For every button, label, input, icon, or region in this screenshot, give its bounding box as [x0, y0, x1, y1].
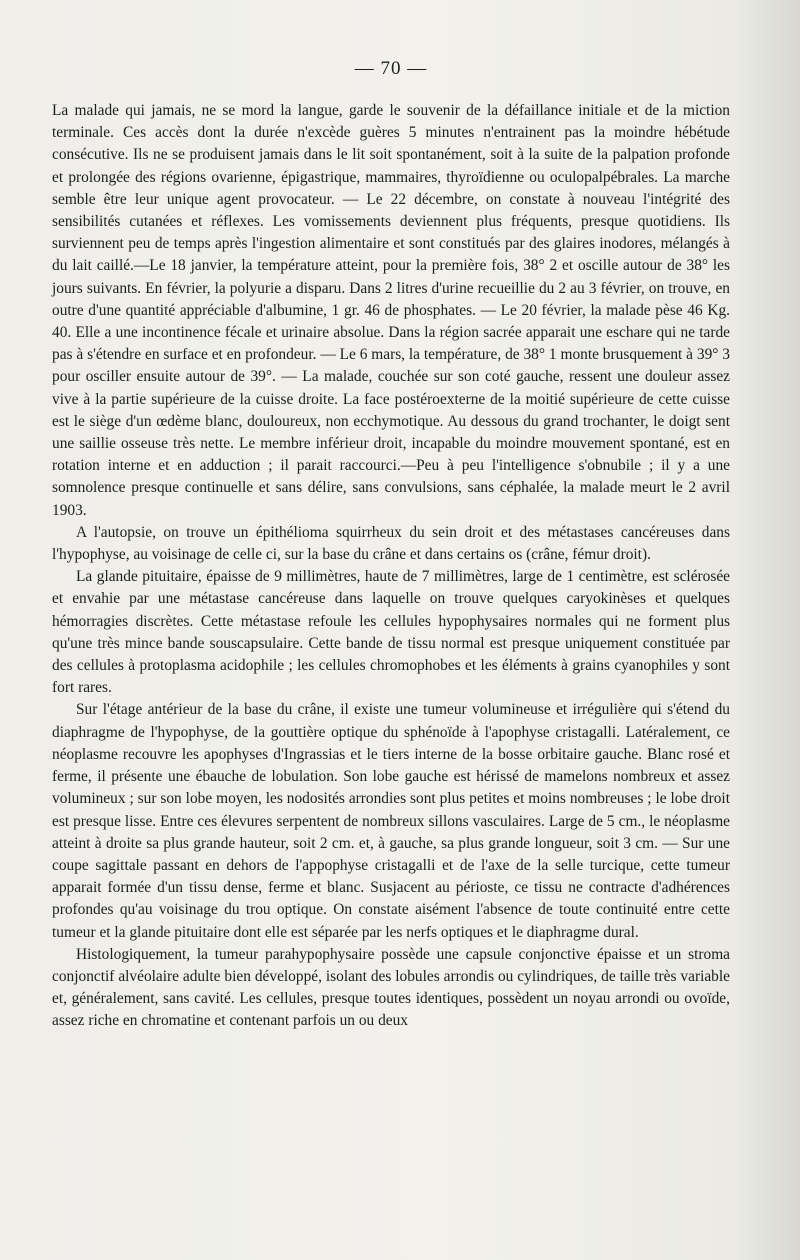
paragraph-skull-base-tumor: Sur l'étage antérieur de la base du crâne, il existe une tumeur volumineuse et irrégulière qui s'étend du diaphragme de l'hypophyse, de la gouttière optique du sphénoïde à l'apophyse cristagalli. Latéralement, ce néoplasme recouvre les apophyses d'Ingrassias et le tiers interne de la bosse orbitaire gauche. Blanc rosé et ferme, il présente une ébauche de lobulation. Son lobe gauche est hérissé de mamelons nombreux et assez volumineux ; sur son lobe moyen, les nodosités arrondies sont plus petites et moins nombreuses ; le lobe droit est presque lisse. Entre ces élevures serpentent de nombreux sillons vasculaires. Large de 5 cm., le néoplasme atteint à droite sa plus grande hauteur, soit 2 cm. et, à gauche, sa plus grande longueur, soit 3 cm. — Sur une coupe sagittale passant en dehors de l'appophyse cristagalli et de l'axe de la selle turcique, cette tumeur apparait formée d'un tissu dense, ferme et blanc. Susjacent au périoste, ce tissu ne contracte d'adhérences profondes qu'au voisinage du trou optique. On constate aisément l'absence de toute continuité entre cette tumeur et la glande pituitaire dont elle est séparée par les nerfs optiques et le diaphragme dural.: [52, 701, 730, 941]
paragraph-clinical-history: La malade qui jamais, ne se mord la langue, garde le souvenir de la défaillance initiale et de la miction terminale. Ces accès dont la durée n'excède guères 5 minutes n'entrainent pas la moindre hébétude consécutive. Ils ne se produisent jamais dans le lit soit spontanément, soit à la suite de la palpation profonde et prolongée des régions ovarienne, épigastrique, mammaires, thyroïdienne ou oculopalpébrales. La marche semble être leur unique agent provocateur. — Le 22 décembre, on constate à nouveau l'intégrité des sensibilités cutanées et réflexes. Les vomissements deviennent plus fréquents, presque quotidiens. Ils surviennent peu de temps après l'ingestion alimentaire et sont constitués par des glaires inodores, mélangés à du lait caillé.—Le 18 janvier, la température atteint, pour la première fois, 38° 2 et oscille autour de 38° les jours suivants. En février, la polyurie a disparu. Dans 2 litres d'urine recueillie du 2 au 3 février, on trouve, en outre d'une quantité appréciable d'albumine, 1 gr. 46 de phosphates. — Le 20 février, la malade pèse 46 Kg. 40. Elle a une incontinence fécale et urinaire absolue. Dans la région sacrée apparait une eschare qui ne tarde pas à s'étendre en surface et en profondeur. — Le 6 mars, la température, de 38° 1 monte brusquement à 39° 3 pour osciller ensuite autour de 39°. — La malade, couchée sur son coté gauche, ressent une douleur assez vive à la partie supérieure de la cuisse droite. La face postéroexterne de la moitié supérieure de cette cuisse est le siège d'un œdème blanc, douloureux, non ecchymotique. Au dessous du grand trochanter, le doigt sent une saillie osseuse très nette. Le membre inférieur droit, incapable du moindre mouvement spontané, est en rotation interne et en adduction ; il parait raccourci.—Peu à peu l'intelligence s'obnubile ; il y a une somnolence presque continuelle et sans délire, sans convulsions, sans céphalée, la malade meurt le 2 avril 1903.: [52, 102, 730, 519]
paragraph-histology: Histologiquement, la tumeur parahypophysaire possède une capsule conjonctive épaisse et un stroma conjonctif alvéolaire adulte bien développé, isolant des lobules arrondis ou cylindriques, de taille très variable et, généralement, sans cavité. Les cellules, presque toutes identiques, possèdent un noyau arrondi ou ovoïde, assez riche en chromatine et contenant parfois un ou deux: [52, 945, 730, 1030]
paragraph-autopsy: A l'autopsie, on trouve un épithélioma squirrheux du sein droit et des métastases cancéreuses dans l'hypophyse, au voisinage de celle ci, sur la base du crâne et dans certains os (crâne, fémur droit).: [52, 523, 730, 564]
page-number: — 70 —: [354, 58, 428, 79]
paragraph-pituitary-gland: La glande pituitaire, épaisse de 9 millimètres, haute de 7 millimètres, large de 1 centimètre, est sclérosée et envahie par une métastase cancéreuse dans laquelle on trouve quelques caryokinèses et quelques hémorragies discrètes. Cette métastase refoule les cellules hypophysaires normales qui ne forment plus qu'une très mince bande souscapsulaire. Cette bande de tissu normal est presque uniquement constituée par des cellules à protoplasma acidophile ; les cellules chromophobes et les éléments à grains cyanophiles y sont fort rares.: [52, 568, 730, 697]
